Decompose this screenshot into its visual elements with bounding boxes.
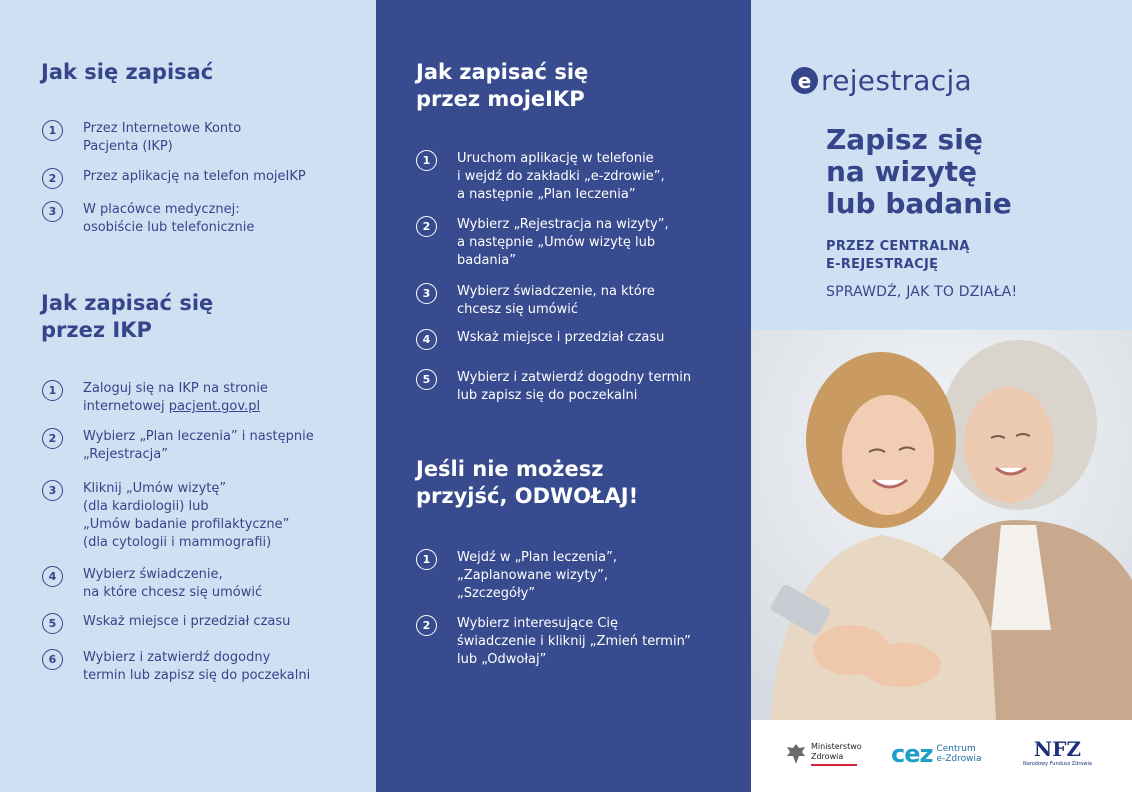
photo-two-women-with-phone [751,330,1132,720]
step-text: Przez Internetowe Konto Pacjenta (IKP) [83,121,242,154]
pacjent-gov-link[interactable]: pacjent.gov.pl [168,399,261,414]
step-number-badge: 4 [416,329,437,350]
left-panel [0,0,376,792]
list-item [42,120,241,156]
list-item [416,216,669,270]
cez-name-line1: Centrum [936,744,976,754]
nfz-caption: Narodowy Fundusz Zdrowia [1023,761,1092,767]
step-number-badge: 3 [42,480,63,501]
step-number-badge: 4 [42,566,63,587]
list-item [416,150,665,204]
nfz-mark: NFZ [1033,737,1082,761]
step-text: Wybierz świadczenie, na które chcesz się umówić [457,284,655,317]
list-item [42,168,306,189]
section-title-via-mojeikp: Jak zapisać się przez mojeIKP [416,60,589,111]
list-item [416,549,617,603]
subheadline: PRZEZ CENTRALNĄ E-REJESTRACJĘ [826,239,970,272]
nfz-logo [1023,738,1092,768]
cez-logo [891,740,982,768]
step-text: Wybierz „Plan leczenia” i następnie „Rejestracja” [83,429,314,462]
step-text: Wskaż miejsce i przedział czasu [457,330,665,345]
step-number-badge: 6 [42,649,63,670]
step-text: Wybierz i zatwierdź dogodny termin lub zapisz się do poczekalni [83,650,311,683]
step-text: W placówce medycznej: osobiście lub telefonicznie [83,202,255,235]
middle-panel [376,0,751,792]
list-item [42,380,268,416]
step-number-badge: 2 [42,168,63,189]
ministry-of-health-logo [785,742,862,766]
section-title-how-to-register: Jak się zapisać [41,60,214,84]
list-item [42,566,262,602]
step-number-badge: 3 [416,283,437,304]
step-text: Wybierz świadczenie, na które chcesz się umówić [83,567,263,600]
step-number-badge: 1 [416,549,437,570]
logo-e-mark: e [791,67,818,94]
step-text-prefix: Zaloguj się na IKP na stronie internetowej [83,381,268,414]
ministry-flag-stripe [811,764,857,766]
ministry-name-line1: Ministerstwo [811,742,862,751]
list-item [416,283,655,319]
step-number-badge: 5 [42,613,63,634]
section-title-via-ikp: Jak zapisać się przez IKP [41,291,214,342]
logo-wordmark: rejestracja [821,64,972,97]
headline: Zapisz się na wizytę lub badanie [826,123,1012,220]
step-number-badge: 5 [416,369,437,390]
step-text: Uruchom aplikację w telefonie i wejdź do zakładki „e-zdrowie”, a następnie „Plan leczenia” [457,151,665,202]
step-text: Wybierz „Rejestracja na wizyty”, a następnie „Umów wizytę lub badania” [457,217,669,268]
step-number-badge: 1 [416,150,437,171]
tagline: SPRAWDŹ, JAK TO DZIAŁA! [826,284,1018,300]
erejestracja-logo [791,64,972,97]
ministry-name-line2: Zdrowia [811,752,844,761]
step-number-badge: 1 [42,120,63,141]
list-item [416,615,691,669]
cez-mark: cez [891,740,933,768]
step-number-badge: 1 [42,380,63,401]
step-number-badge: 3 [42,201,63,222]
step-text: Wybierz i zatwierdź dogodny termin lub zapisz się do poczekalni [457,370,692,403]
step-text: Przez aplikację na telefon mojeIKP [83,169,306,184]
step-text: Wejdź w „Plan leczenia”, „Zaplanowane wizyty”, „Szczegóły” [457,550,617,601]
step-text: Wybierz interesujące Cię świadczenie i kliknij „Zmień termin” lub „Odwołaj” [457,616,691,667]
step-text: Kliknij „Umów wizytę” (dla kardiologii) lub „Umów badanie profilaktyczne” (dla cytologii i mammografii) [83,481,290,550]
list-item [42,428,314,464]
step-number-badge: 2 [42,428,63,449]
step-text [83,380,268,416]
list-item [42,649,310,685]
eagle-emblem-icon [785,742,807,766]
list-item [42,613,290,634]
list-item [416,329,664,350]
list-item [416,369,691,405]
photo-illustration [751,330,1132,720]
step-number-badge: 2 [416,615,437,636]
step-text: Wskaż miejsce i przedział czasu [83,614,291,629]
section-title-cancel: Jeśli nie możesz przyjść, ODWOŁAJ! [416,457,639,508]
list-item [42,201,254,237]
list-item [42,480,289,552]
right-panel [751,0,1132,792]
step-number-badge: 2 [416,216,437,237]
partner-logos-bar [751,720,1132,792]
cez-name-line2: e-Zdrowia [936,754,982,764]
